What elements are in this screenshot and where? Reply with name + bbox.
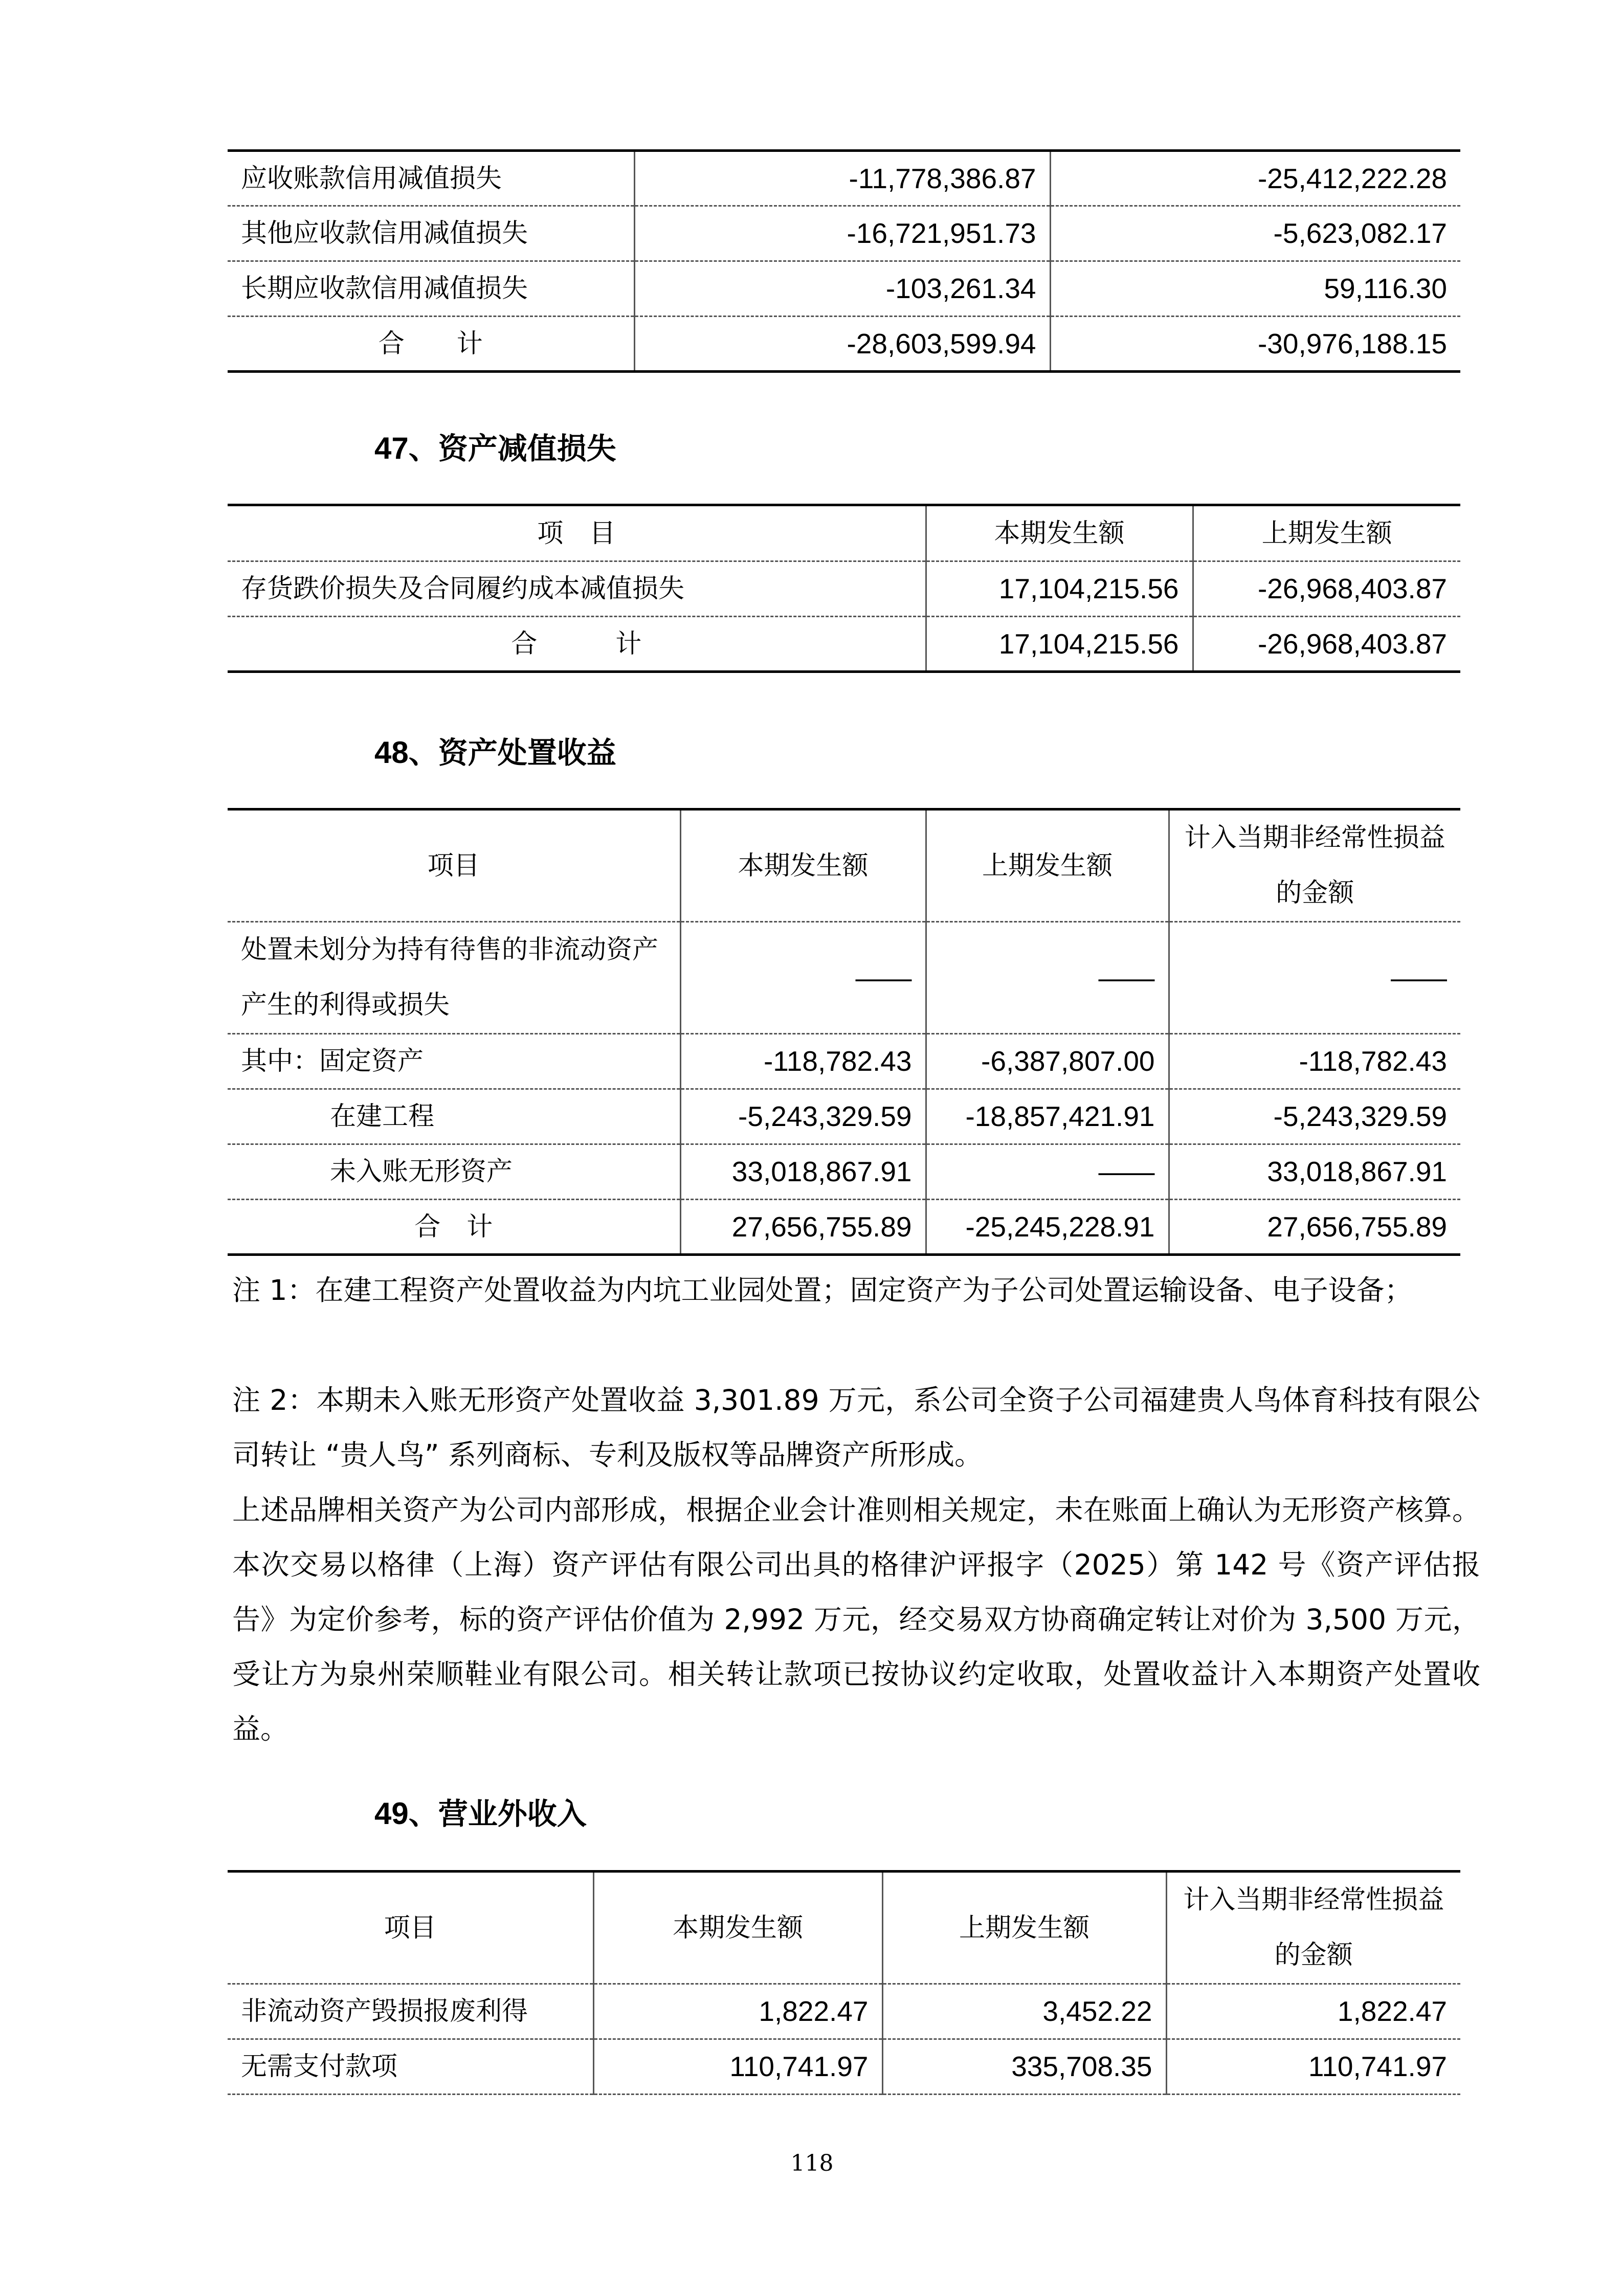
nonrecurring-amount: -5,243,329.59 <box>1273 1100 1447 1132</box>
row-label: 未入账无形资产 <box>228 1144 680 1200</box>
row-label: 应收账款信用减值损失 <box>228 151 634 206</box>
total-label: 合 计 <box>228 317 634 372</box>
total-nonrecurring: 27,656,755.89 <box>1267 1210 1447 1243</box>
prior-amount: -5,623,082.17 <box>1273 217 1447 249</box>
note-3: 上述品牌相关资产为公司内部形成，根据企业会计准则相关规定，未在账面上确认为无形资产核算。本次交易以格律（上海）资产评估有限公司出具的格律沪评报字（2025）第 142 号《资产评估报告》为定价参考，标的资产评估价值为 2,992 万元，经交易双方协商确定转让对价为 3,500 万元，受让方为泉州荣顺鞋业有限公司。相关转让款项已按协议约定收取，处置收益计入本期资产处置收益。 <box>232 1494 1480 1745</box>
header-prior: 上期发生额 <box>1261 518 1392 549</box>
row-label: 其他应收款信用减值损失 <box>228 206 634 261</box>
row-label: 存货跌价损失及合同履约成本减值损失 <box>228 561 926 617</box>
table-row <box>228 561 1460 617</box>
section-49-title: 49、营业外收入 <box>374 1796 587 1831</box>
table-row <box>228 1144 1460 1200</box>
table-row <box>228 261 1460 317</box>
prior-amount: 335,708.35 <box>882 2039 1166 2095</box>
current-amount: -11,778,386.87 <box>634 151 1050 206</box>
total-row <box>228 1200 1460 1255</box>
header-item: 项 目 <box>228 505 926 561</box>
table-row <box>228 2039 1460 2095</box>
total-row <box>228 317 1460 372</box>
row-label: 在建工程 <box>228 1089 680 1144</box>
row-label: 无需支付款项 <box>228 2039 593 2095</box>
prior-amount: —— <box>926 1144 1169 1200</box>
prior-amount: —— <box>926 922 1169 1034</box>
prior-amount: -6,387,807.00 <box>926 1034 1169 1089</box>
total-row <box>228 617 1460 672</box>
prior-amount: 3,452.22 <box>882 1984 1166 2039</box>
prior-amount: 59,116.30 <box>1324 273 1447 304</box>
nonrecurring-amount: 33,018,867.91 <box>1267 1156 1447 1187</box>
current-amount: 33,018,867.91 <box>680 1144 926 1200</box>
credit-impairment-table <box>228 149 1460 373</box>
table-row <box>228 1984 1460 2039</box>
prior-amount: -26,968,403.87 <box>1257 573 1447 604</box>
page-number: 118 <box>790 2150 834 2176</box>
total-label: 合 计 <box>228 617 926 672</box>
row-label: 处置未划分为持有待售的非流动资产产生的利得或损失 <box>228 922 680 1034</box>
total-prior: -26,968,403.87 <box>1257 627 1447 660</box>
current-amount: —— <box>680 922 926 1034</box>
total-label: 合 计 <box>228 1200 680 1255</box>
section-48-title: 48、资产处置收益 <box>374 735 616 770</box>
table-row <box>228 922 1460 1034</box>
row-label: 其中：固定资产 <box>228 1034 680 1089</box>
table-row <box>228 206 1460 261</box>
prior-amount: -25,412,222.28 <box>1257 162 1447 194</box>
header-current: 本期发生额 <box>926 505 1193 561</box>
asset-disposal-table <box>228 808 1460 1256</box>
current-amount: -16,721,951.73 <box>634 206 1050 261</box>
header-row <box>228 505 1460 561</box>
note-2: 注 2：本期未入账无形资产处置收益 3,301.89 万元，系公司全资子公司福建贵人鸟体育科技有限公司转让 “贵人鸟” 系列商标、专利及版权等品牌资产所形成。 <box>232 1384 1480 1471</box>
header-nonrecurring: 计入当期非经常性损益的金额 <box>1183 1885 1444 1970</box>
total-current: 27,656,755.89 <box>680 1200 926 1255</box>
current-amount: -118,782.43 <box>680 1034 926 1089</box>
current-amount: 17,104,215.56 <box>926 561 1193 617</box>
nonrecurring-amount: 110,741.97 <box>1308 2051 1447 2082</box>
total-prior: -30,976,188.15 <box>1257 327 1447 359</box>
nonrecurring-amount: -118,782.43 <box>1299 1045 1447 1077</box>
total-current: 17,104,215.56 <box>926 617 1193 672</box>
header-nonrecurring: 计入当期非经常性损益的金额 <box>1184 823 1445 908</box>
row-label: 非流动资产毁损报废利得 <box>228 1984 593 2039</box>
row-label: 长期应收款信用减值损失 <box>228 261 634 317</box>
header-current: 本期发生额 <box>593 1872 882 1984</box>
header-prior: 上期发生额 <box>882 1872 1166 1984</box>
header-row <box>228 1872 1460 1984</box>
header-current: 本期发生额 <box>680 809 926 922</box>
non-operating-income-table <box>228 1870 1460 2095</box>
current-amount: 1,822.47 <box>593 1984 882 2039</box>
table-row <box>228 151 1460 206</box>
current-amount: 110,741.97 <box>593 2039 882 2095</box>
note-1: 注 1：在建工程资产处置收益为内坑工业园处置；固定资产为子公司处置运输设备、电子设备； <box>232 1274 1413 1307</box>
current-amount: -5,243,329.59 <box>680 1089 926 1144</box>
total-prior: -25,245,228.91 <box>926 1200 1169 1255</box>
current-amount: -103,261.34 <box>634 261 1050 317</box>
header-row <box>228 809 1460 922</box>
asset-impairment-table <box>228 504 1460 673</box>
table-row <box>228 1034 1460 1089</box>
section-47-title: 47、资产减值损失 <box>374 431 616 466</box>
total-current: -28,603,599.94 <box>634 317 1050 372</box>
table-row <box>228 1089 1460 1144</box>
header-item: 项目 <box>228 1872 593 1984</box>
prior-amount: -18,857,421.91 <box>926 1089 1169 1144</box>
nonrecurring-amount: 1,822.47 <box>1337 1995 1447 2027</box>
header-prior: 上期发生额 <box>926 809 1169 922</box>
header-item: 项目 <box>228 809 680 922</box>
nonrecurring-amount: —— <box>1391 961 1447 994</box>
